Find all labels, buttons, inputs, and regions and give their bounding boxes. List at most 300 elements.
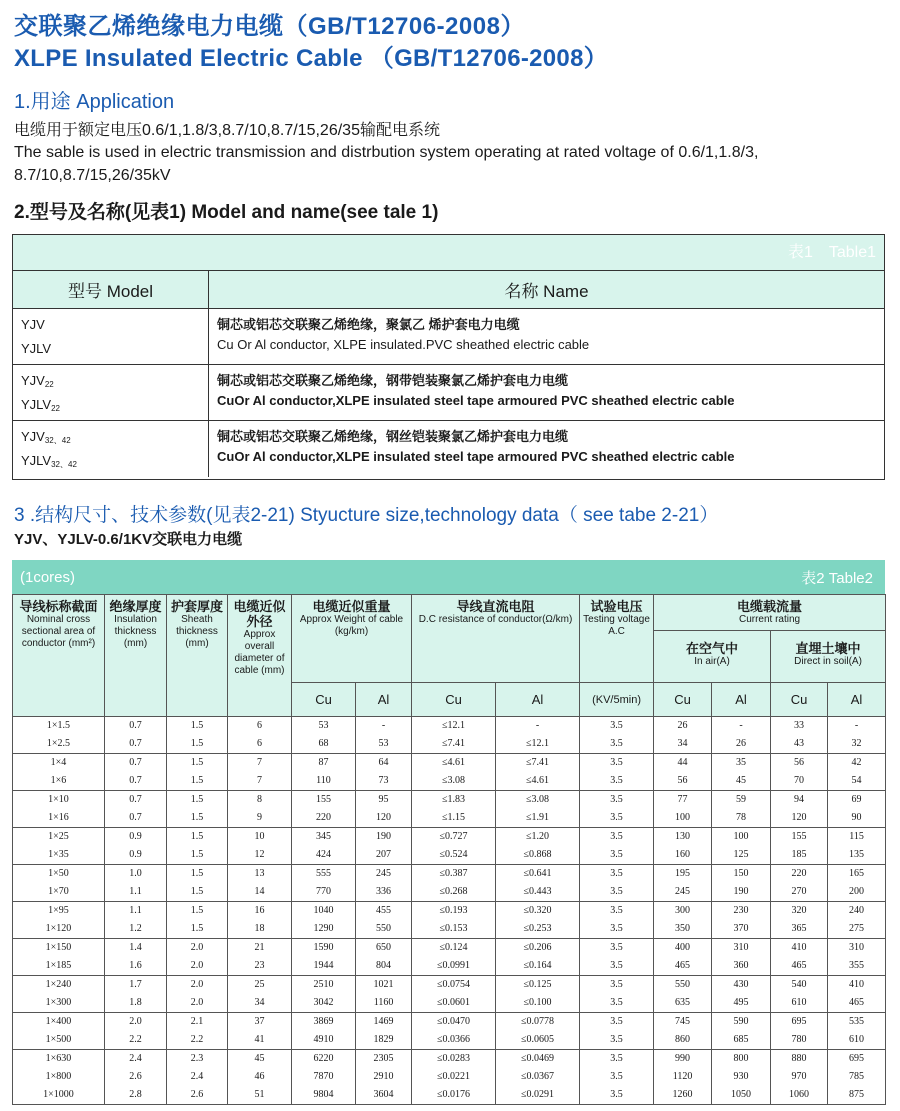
table-cell: 1×16 — [13, 809, 105, 828]
table-cell: 8 — [228, 791, 292, 810]
table-cell: 780 — [771, 1031, 828, 1050]
table-cell: 1×630 — [13, 1050, 105, 1069]
table-cell: 245 — [356, 865, 412, 884]
table-cell: 365 — [771, 920, 828, 939]
th-test-voltage: 试验电压 Testing voltage A.C — [580, 595, 654, 683]
table-cell: 23 — [228, 957, 292, 976]
table-cell: 7870 — [292, 1068, 356, 1086]
name-cell — [209, 309, 884, 364]
table-cell: 1.5 — [167, 865, 228, 884]
table-cell: ≤0.443 — [496, 883, 580, 902]
table-row — [13, 421, 884, 477]
table-cell: 800 — [712, 1050, 771, 1069]
table-cell: ≤12.1 — [496, 735, 580, 754]
table-cell: ≤0.0283 — [412, 1050, 496, 1069]
table-cell: 45 — [228, 1050, 292, 1069]
table-cell: 3.5 — [580, 902, 654, 921]
table-cell: 745 — [654, 1013, 712, 1032]
table-cell: ≤0.125 — [496, 976, 580, 995]
table-cell: 1.1 — [105, 902, 167, 921]
table-cell: 860 — [654, 1031, 712, 1050]
table-cell: 1060 — [771, 1086, 828, 1105]
table-row — [13, 902, 886, 921]
table-cell: 100 — [712, 828, 771, 847]
table-cell: 990 — [654, 1050, 712, 1069]
table-cell: 3869 — [292, 1013, 356, 1032]
table-row — [13, 1086, 886, 1105]
table-cell: 1021 — [356, 976, 412, 995]
table-cell: ≤7.41 — [496, 754, 580, 773]
table-cell: 3.5 — [580, 717, 654, 736]
table-cell: 16 — [228, 902, 292, 921]
table-row — [13, 717, 886, 736]
table-cell: ≤0.206 — [496, 939, 580, 958]
table-cell: 1040 — [292, 902, 356, 921]
table-row — [13, 365, 884, 421]
table-cell: 1.4 — [105, 939, 167, 958]
table-cell: 190 — [356, 828, 412, 847]
table-cell: ≤0.0470 — [412, 1013, 496, 1032]
table-cell: 2.0 — [167, 976, 228, 995]
table-cell: 1.8 — [105, 994, 167, 1013]
table-cell: 550 — [654, 976, 712, 995]
table-cell: 2.0 — [167, 994, 228, 1013]
table-cell: ≤7.41 — [412, 735, 496, 754]
name-zh: 铜芯或铝芯交联聚乙烯绝缘，钢带铠装聚氯乙烯护套电力电缆 — [217, 373, 569, 388]
table-cell: 880 — [771, 1050, 828, 1069]
section1-heading: 1.用途 Application — [14, 91, 175, 113]
table-cell: 200 — [828, 883, 886, 902]
table-row — [13, 828, 886, 847]
section1-text-en: The sable is used in electric transmission and distrbution system operating at rated voltage of 0.6/1,1.8/3, 8.7/10,8.7/15,26/35kV — [14, 144, 759, 184]
table-cell: ≤4.61 — [412, 754, 496, 773]
table-cell: 1.7 — [105, 976, 167, 995]
table1-header — [13, 271, 884, 309]
table-cell: 185 — [771, 846, 828, 865]
table-cell: ≤0.0778 — [496, 1013, 580, 1032]
table-cell: 1.5 — [167, 883, 228, 902]
table-cell: 69 — [828, 791, 886, 810]
table-cell: 1.5 — [167, 754, 228, 773]
table-cell: 70 — [771, 772, 828, 791]
table-cell: 3.5 — [580, 791, 654, 810]
table-row — [13, 1068, 886, 1086]
name-cell — [209, 421, 884, 477]
section3-subheading: YJV、YJLV-0.6/1KV交联电力电缆 — [14, 531, 243, 548]
table-row — [13, 809, 886, 828]
table-cell: 1050 — [712, 1086, 771, 1105]
table-cell: ≤0.0601 — [412, 994, 496, 1013]
table-cell: 165 — [828, 865, 886, 884]
table-cell: 44 — [654, 754, 712, 773]
model-sub: 32、42 — [51, 460, 77, 469]
table-row — [13, 883, 886, 902]
table-row — [13, 772, 886, 791]
th-res-al: Al — [496, 683, 580, 717]
table-cell: 53 — [292, 717, 356, 736]
table-cell: - — [356, 717, 412, 736]
table-cell: ≤0.193 — [412, 902, 496, 921]
table-cell: ≤1.20 — [496, 828, 580, 847]
table-cell: 495 — [712, 994, 771, 1013]
table-cell: 535 — [828, 1013, 886, 1032]
model-code: YJV — [21, 373, 45, 388]
table-cell: 155 — [292, 791, 356, 810]
table-cell: 1469 — [356, 1013, 412, 1032]
model-sub: 32、42 — [44, 436, 71, 445]
table-cell: 46 — [228, 1068, 292, 1086]
table-cell: 54 — [828, 772, 886, 791]
table-cell: ≤0.0221 — [412, 1068, 496, 1086]
table-cell: 3604 — [356, 1086, 412, 1105]
table-cell: 1.5 — [167, 717, 228, 736]
table-cell: 1.5 — [167, 809, 228, 828]
table-cell: 120 — [771, 809, 828, 828]
table-cell: 1.1 — [105, 883, 167, 902]
table-cell: 430 — [712, 976, 771, 995]
table-cell: 3042 — [292, 994, 356, 1013]
table-cell: 3.5 — [580, 939, 654, 958]
name-zh: 铜芯或铝芯交联聚乙烯绝缘，钢丝铠装聚氯乙烯护套电力电缆 — [217, 429, 569, 444]
table-cell: 0.7 — [105, 772, 167, 791]
table-cell: - — [496, 717, 580, 736]
table-cell: 1.5 — [167, 828, 228, 847]
table-cell: 275 — [828, 920, 886, 939]
table-row — [13, 920, 886, 939]
table-cell: 410 — [828, 976, 886, 995]
table-cell: 1×120 — [13, 920, 105, 939]
table-cell: 540 — [771, 976, 828, 995]
table-row — [13, 754, 886, 773]
th-diameter: 电缆近似外径 Approx overall diameter of cable (mm) — [228, 595, 292, 717]
model-cell — [13, 309, 209, 364]
table-cell: 3.5 — [580, 1050, 654, 1069]
table-cell: 650 — [356, 939, 412, 958]
table-cell: 41 — [228, 1031, 292, 1050]
table-cell: 424 — [292, 846, 356, 865]
table-cell: 78 — [712, 809, 771, 828]
table-cell: 1×70 — [13, 883, 105, 902]
table-cell: 34 — [228, 994, 292, 1013]
table-cell: 150 — [712, 865, 771, 884]
table-cell: ≤1.91 — [496, 809, 580, 828]
table-cell: ≤0.100 — [496, 994, 580, 1013]
table-cell: 3.5 — [580, 957, 654, 976]
table-cell: 1×25 — [13, 828, 105, 847]
table-cell: 220 — [771, 865, 828, 884]
table-cell: 25 — [228, 976, 292, 995]
table-cell: 100 — [654, 809, 712, 828]
col-name-header: 名称 Name — [504, 282, 589, 301]
table-cell: ≤3.08 — [412, 772, 496, 791]
table-cell: 2.0 — [105, 1013, 167, 1032]
table-cell: 115 — [828, 828, 886, 847]
table-row — [13, 1013, 886, 1032]
table-cell: 3.5 — [580, 754, 654, 773]
table-cell: 310 — [828, 939, 886, 958]
table-cell: 6 — [228, 717, 292, 736]
table-cell: 190 — [712, 883, 771, 902]
table-cell: 77 — [654, 791, 712, 810]
table-cell: 2.4 — [167, 1068, 228, 1086]
table-cell: 610 — [771, 994, 828, 1013]
name-en: CuOr Al conductor,XLPE insulated steel tape armoured PVC sheathed electric cable — [217, 449, 735, 464]
table-cell: ≤0.641 — [496, 865, 580, 884]
name-cell — [209, 365, 884, 420]
table-cell: ≤0.0469 — [496, 1050, 580, 1069]
name-zh: 铜芯或铝芯交联聚乙烯绝缘，聚氯乙 烯护套电力电缆 — [217, 317, 520, 332]
th-kv: (KV/5min) — [580, 683, 654, 717]
th-current: 电缆载流量 Current rating — [654, 595, 886, 631]
th-sheath: 护套厚度 Sheath thickness (mm) — [167, 595, 228, 717]
table-cell: 3.5 — [580, 1086, 654, 1105]
table-cell: 53 — [356, 735, 412, 754]
table-row — [13, 865, 886, 884]
table-cell: 21 — [228, 939, 292, 958]
table-cell: 875 — [828, 1086, 886, 1105]
table-cell: - — [712, 717, 771, 736]
cores-label: (1cores) — [20, 568, 76, 586]
table-cell: 10 — [228, 828, 292, 847]
table-cell: 930 — [712, 1068, 771, 1086]
table-cell: 37 — [228, 1013, 292, 1032]
table-cell: 155 — [771, 828, 828, 847]
table-cell: 43 — [771, 735, 828, 754]
table-cell: 3.5 — [580, 1031, 654, 1050]
table-cell: 1×400 — [13, 1013, 105, 1032]
table-cell: 64 — [356, 754, 412, 773]
table-row — [13, 976, 886, 995]
table-cell: 1×185 — [13, 957, 105, 976]
table-cell: 56 — [654, 772, 712, 791]
table-cell: 2510 — [292, 976, 356, 995]
table-cell: 34 — [654, 735, 712, 754]
table-cell: 1160 — [356, 994, 412, 1013]
table-row — [13, 791, 886, 810]
table-cell: 94 — [771, 791, 828, 810]
table-cell: 35 — [712, 754, 771, 773]
table-row — [13, 994, 886, 1013]
th-soil-al: Al — [828, 683, 886, 717]
table-cell: 207 — [356, 846, 412, 865]
table-cell: 73 — [356, 772, 412, 791]
table-cell: 465 — [828, 994, 886, 1013]
table-cell: 550 — [356, 920, 412, 939]
table-cell: 42 — [828, 754, 886, 773]
table-row — [13, 735, 886, 754]
table-cell: 465 — [654, 957, 712, 976]
model-cell — [13, 365, 209, 420]
table-cell: 2.0 — [167, 957, 228, 976]
table-cell: 336 — [356, 883, 412, 902]
table-cell: 400 — [654, 939, 712, 958]
table-cell: 345 — [292, 828, 356, 847]
table-cell: ≤12.1 — [412, 717, 496, 736]
table-cell: 1.5 — [167, 772, 228, 791]
table-cell: 2.2 — [167, 1031, 228, 1050]
th-air: 在空气中 In air(A) — [654, 631, 771, 683]
table-cell: 51 — [228, 1086, 292, 1105]
table-cell: ≤0.0605 — [496, 1031, 580, 1050]
table-cell: 90 — [828, 809, 886, 828]
table-cell: 770 — [292, 883, 356, 902]
table-cell: 455 — [356, 902, 412, 921]
table-cell: 3.5 — [580, 772, 654, 791]
model-code: YJLV — [21, 397, 52, 412]
table-cell: ≤0.153 — [412, 920, 496, 939]
model-table — [12, 234, 885, 480]
table-cell: 95 — [356, 791, 412, 810]
table-cell: 0.9 — [105, 828, 167, 847]
table-cell: 135 — [828, 846, 886, 865]
table-cell: 1.0 — [105, 865, 167, 884]
table-cell: 12 — [228, 846, 292, 865]
table-row — [13, 1031, 886, 1050]
table2-caption-bar — [12, 560, 885, 594]
table-row — [13, 939, 886, 958]
table-cell: 2305 — [356, 1050, 412, 1069]
table-cell: 1944 — [292, 957, 356, 976]
table-cell: 970 — [771, 1068, 828, 1086]
data-table — [12, 560, 885, 1105]
table-cell: ≤0.524 — [412, 846, 496, 865]
table-cell: 355 — [828, 957, 886, 976]
table-cell: 0.9 — [105, 846, 167, 865]
table-cell: 555 — [292, 865, 356, 884]
table-cell: 9804 — [292, 1086, 356, 1105]
table-cell: 1×95 — [13, 902, 105, 921]
table2-caption: 表2 Table2 — [801, 569, 873, 587]
table-cell: 1590 — [292, 939, 356, 958]
table-cell: 370 — [712, 920, 771, 939]
table-cell: 13 — [228, 865, 292, 884]
title-en: XLPE Insulated Electric Cable （GB/T12706-2008） — [14, 45, 609, 72]
table-cell: 120 — [356, 809, 412, 828]
th-section: 导线标称截面 Nominal cross sectional area of conductor (mm²) — [13, 595, 105, 717]
table-cell: 1.5 — [167, 735, 228, 754]
table-cell: 9 — [228, 809, 292, 828]
table-cell: 7 — [228, 772, 292, 791]
table1-caption: 表1 Table1 — [13, 235, 884, 271]
table-cell: 2.1 — [167, 1013, 228, 1032]
table-cell: 68 — [292, 735, 356, 754]
model-code: YJLV — [21, 453, 52, 468]
name-en: CuOr Al conductor,XLPE insulated steel tape armoured PVC sheathed electric cable — [217, 393, 735, 408]
table-cell: 0.7 — [105, 754, 167, 773]
th-resistance: 导线直流电阻 D.C resistance of conductor(Ω/km) — [412, 595, 580, 683]
table-cell: 56 — [771, 754, 828, 773]
table-cell: 230 — [712, 902, 771, 921]
table-cell: 195 — [654, 865, 712, 884]
th-insulation: 绝缘厚度 Insulation thickness (mm) — [105, 595, 167, 717]
table-cell: ≤0.0291 — [496, 1086, 580, 1105]
table-cell: 1.6 — [105, 957, 167, 976]
table-cell: 1×4 — [13, 754, 105, 773]
table-cell: 0.7 — [105, 717, 167, 736]
table-cell: 6220 — [292, 1050, 356, 1069]
table-cell: 7 — [228, 754, 292, 773]
table-cell: 1×1.5 — [13, 717, 105, 736]
table-cell: ≤0.0366 — [412, 1031, 496, 1050]
table-cell: 3.5 — [580, 846, 654, 865]
name-en: Cu Or Al conductor, XLPE insulated.PVC sheathed electric cable — [217, 337, 590, 352]
table-cell: ≤3.08 — [496, 791, 580, 810]
table-cell: 0.7 — [105, 735, 167, 754]
table-cell: 270 — [771, 883, 828, 902]
table-cell: ≤0.0754 — [412, 976, 496, 995]
table-cell: ≤0.320 — [496, 902, 580, 921]
table-cell: 300 — [654, 902, 712, 921]
col-model-header: 型号 Model — [13, 271, 209, 308]
table-cell: ≤0.268 — [412, 883, 496, 902]
table-row — [13, 957, 886, 976]
table-cell: 59 — [712, 791, 771, 810]
table-row — [13, 1050, 886, 1069]
table-cell: 2.2 — [105, 1031, 167, 1050]
table-cell: 1×35 — [13, 846, 105, 865]
table-cell: ≤0.0176 — [412, 1086, 496, 1105]
table-cell: 2.0 — [167, 939, 228, 958]
model-code: YJLV — [21, 341, 52, 356]
table-cell: ≤0.253 — [496, 920, 580, 939]
table-cell: 1×6 — [13, 772, 105, 791]
table-cell: ≤1.83 — [412, 791, 496, 810]
table-cell: ≤1.15 — [412, 809, 496, 828]
table-cell: 1120 — [654, 1068, 712, 1086]
table-cell: ≤0.387 — [412, 865, 496, 884]
table-cell: 320 — [771, 902, 828, 921]
th-air-al: Al — [712, 683, 771, 717]
table-cell: 6 — [228, 735, 292, 754]
table-cell: 785 — [828, 1068, 886, 1086]
table-cell: 4910 — [292, 1031, 356, 1050]
table-cell: 695 — [771, 1013, 828, 1032]
model-cell — [13, 421, 209, 477]
spec-table-body — [13, 717, 886, 1105]
table-cell: 3.5 — [580, 809, 654, 828]
table-cell: 1290 — [292, 920, 356, 939]
table-cell: 26 — [654, 717, 712, 736]
table-cell: 465 — [771, 957, 828, 976]
table-cell: 1×1000 — [13, 1086, 105, 1105]
table-cell: 1.5 — [167, 846, 228, 865]
table-cell: 1.5 — [167, 791, 228, 810]
table-cell: 1×240 — [13, 976, 105, 995]
table-cell: 2.6 — [105, 1068, 167, 1086]
table-cell: 3.5 — [580, 883, 654, 902]
table-cell: 0.7 — [105, 809, 167, 828]
table-cell: 0.7 — [105, 791, 167, 810]
table-cell: 220 — [292, 809, 356, 828]
th-soil-cu: Cu — [771, 683, 828, 717]
model-code: YJV — [21, 429, 45, 444]
th-res-cu: Cu — [412, 683, 496, 717]
table-cell: 410 — [771, 939, 828, 958]
table-cell: 2910 — [356, 1068, 412, 1086]
table-cell: 2.6 — [167, 1086, 228, 1105]
table-cell: 1×10 — [13, 791, 105, 810]
table-cell: 610 — [828, 1031, 886, 1050]
table-row — [13, 309, 884, 365]
table-cell: 1.5 — [167, 920, 228, 939]
spec-table — [12, 594, 886, 1105]
table-cell: 3.5 — [580, 828, 654, 847]
table-cell: 87 — [292, 754, 356, 773]
table-row — [13, 846, 886, 865]
table-cell: ≤0.124 — [412, 939, 496, 958]
table-cell: 3.5 — [580, 865, 654, 884]
table-cell: 685 — [712, 1031, 771, 1050]
